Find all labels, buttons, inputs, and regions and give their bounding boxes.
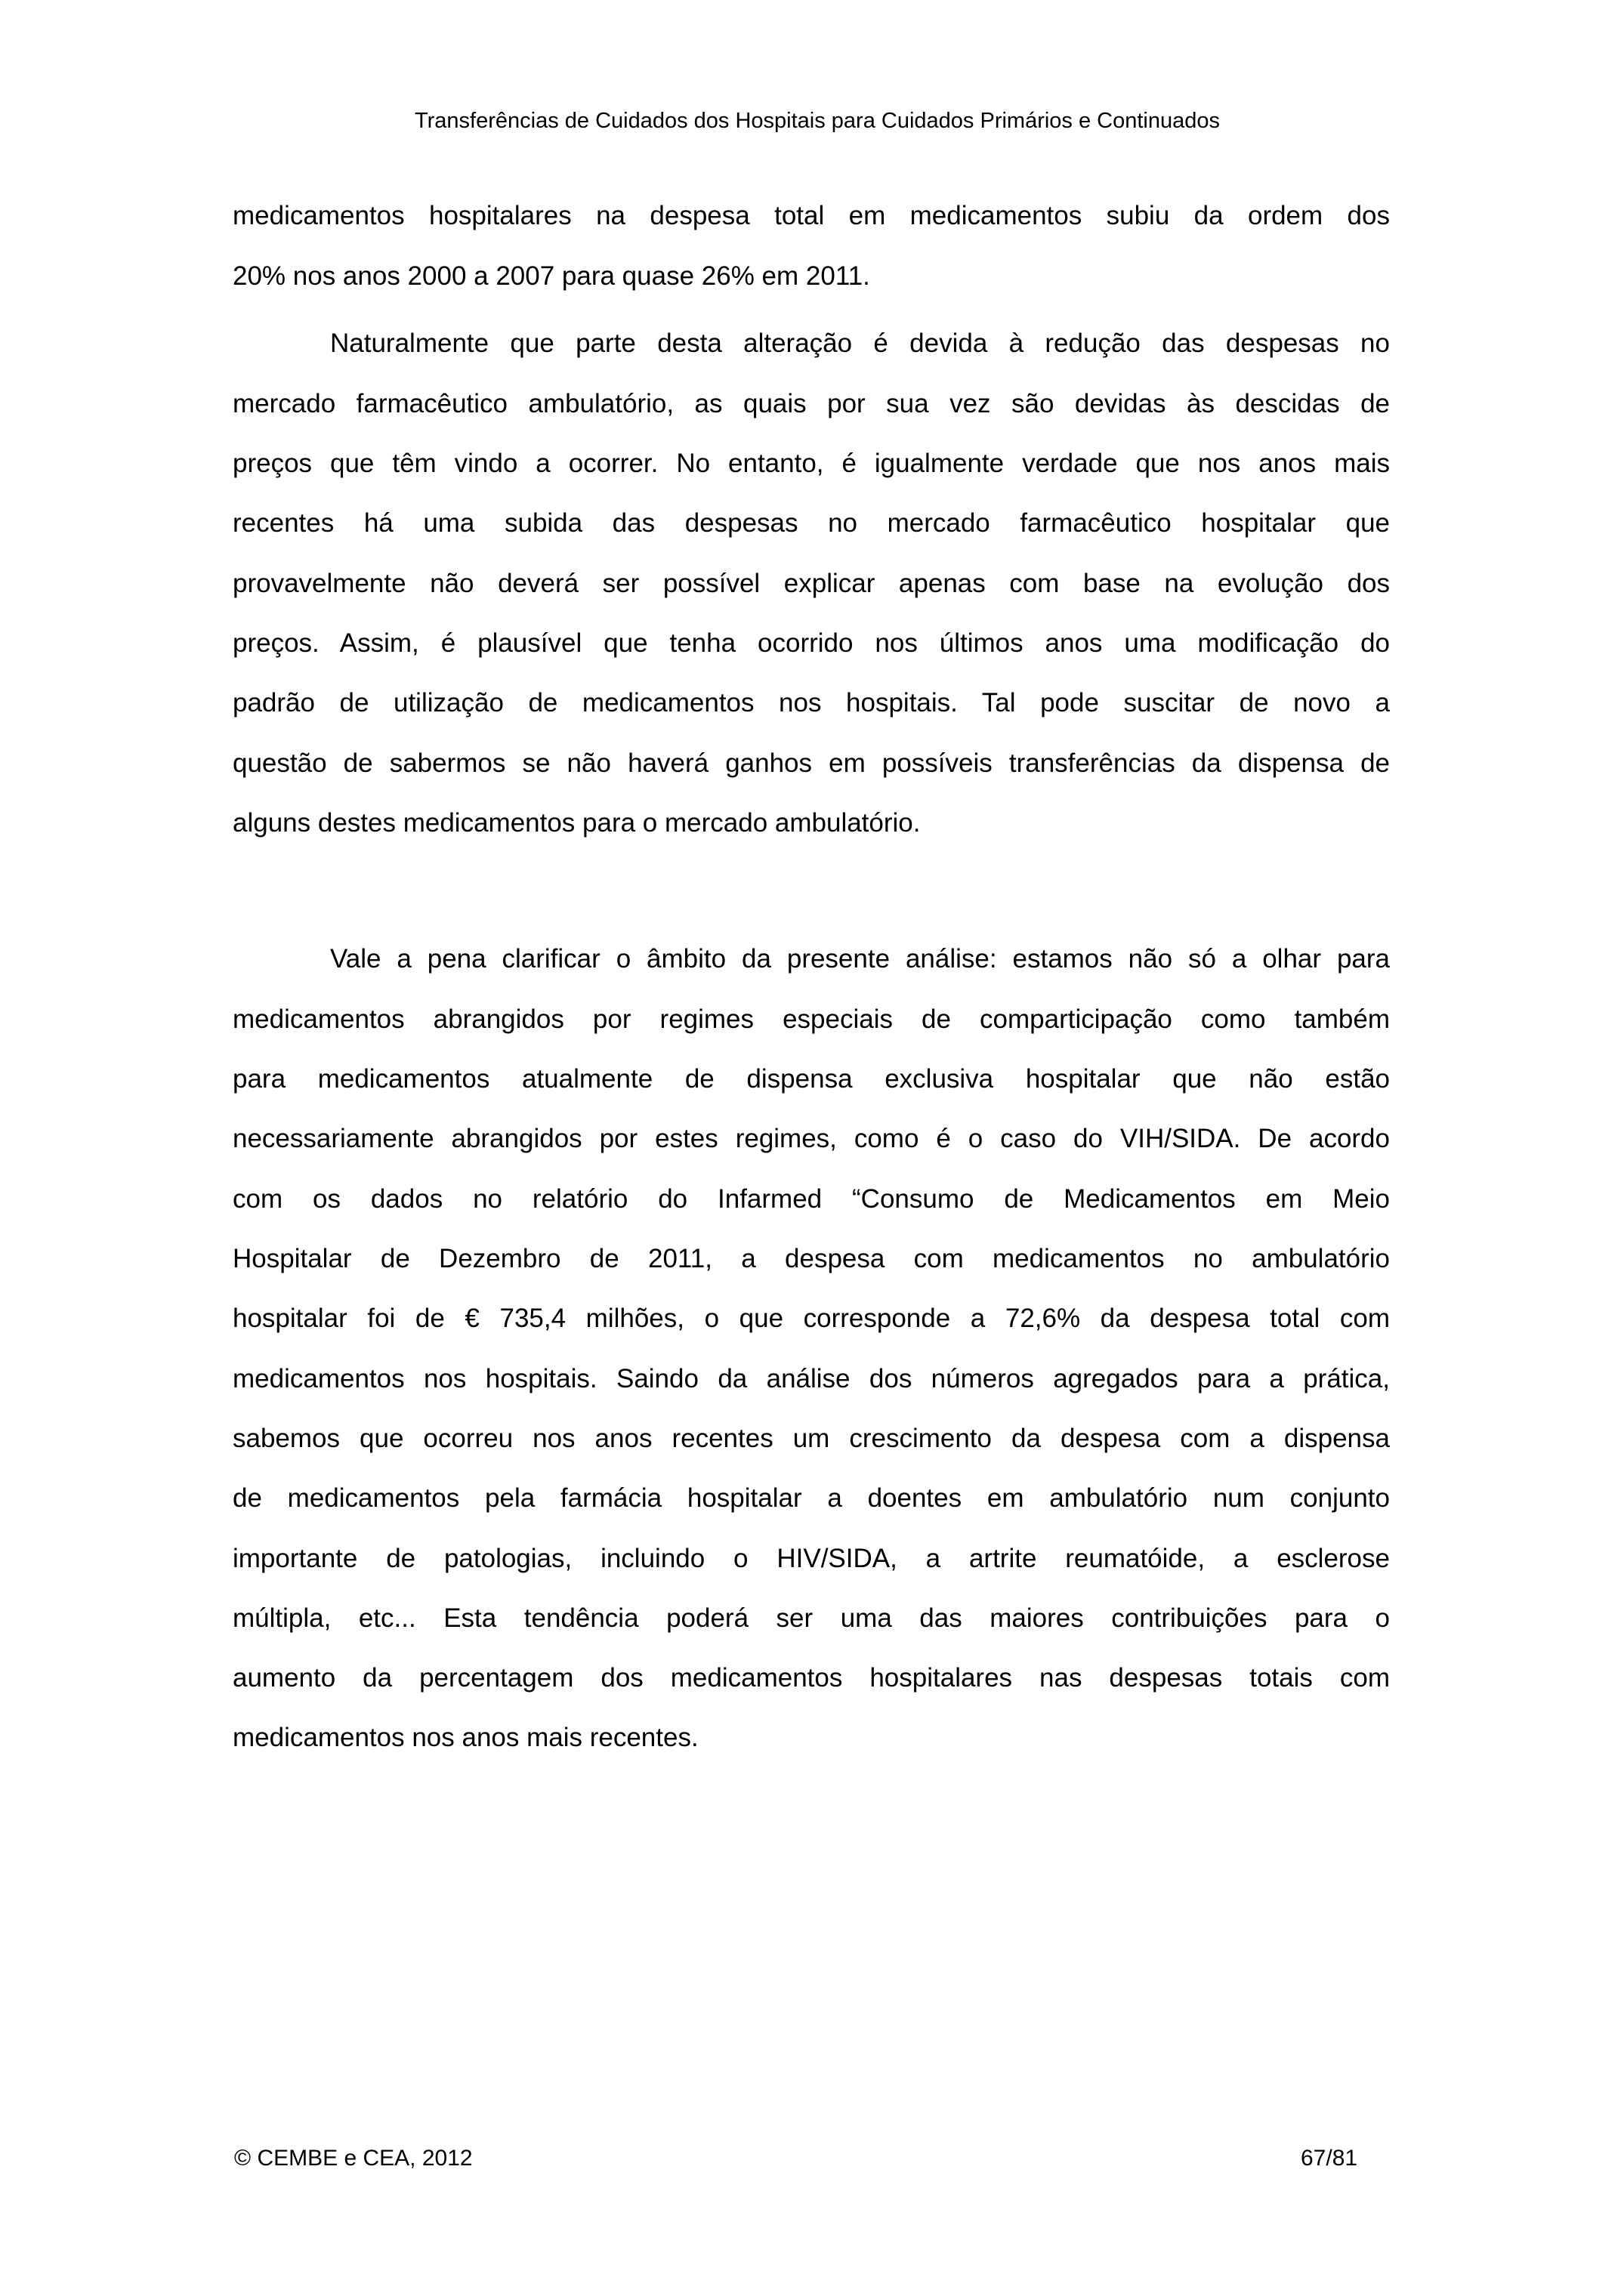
text-line: medicamentos nos hospitais. Saindo da análise dos números agregados para a prática, bbox=[233, 1364, 1390, 1393]
text-line: sabemos que ocorreu nos anos recentes um crescimento da despesa com a dispensa bbox=[233, 1424, 1390, 1453]
text-line: Naturalmente que parte desta alteração é devida à redução das despesas no bbox=[330, 329, 1390, 358]
text-line: preços que têm vindo a ocorrer. No entanto, é igualmente verdade que nos anos mais bbox=[233, 449, 1390, 478]
footer-page-number: 67/81 bbox=[1301, 2146, 1358, 2171]
text-line: questão de sabermos se não haverá ganhos em possíveis transferências da dispensa de bbox=[233, 748, 1390, 778]
text-line: alguns destes medicamentos para o mercado ambulatório. bbox=[233, 808, 921, 838]
text-line: padrão de utilização de medicamentos nos hospitais. Tal pode suscitar de novo a bbox=[233, 688, 1390, 718]
text-line: hospitalar foi de € 735,4 milhões, o que corresponde a 72,6% da despesa total com bbox=[233, 1304, 1390, 1333]
text-line: com os dados no relatório do Infarmed “Consumo de Medicamentos em Meio bbox=[233, 1184, 1390, 1214]
text-line: Hospitalar de Dezembro de 2011, a despesa com medicamentos no ambulatório bbox=[233, 1244, 1390, 1273]
text-line: recentes há uma subida das despesas no mercado farmacêutico hospitalar que bbox=[233, 508, 1390, 538]
text-line: medicamentos hospitalares na despesa total em medicamentos subiu da ordem dos bbox=[233, 201, 1390, 230]
text-line: importante de patologias, incluindo o HIV/SIDA, a artrite reumatóide, a esclerose bbox=[233, 1544, 1390, 1573]
text-line: múltipla, etc... Esta tendência poderá ser uma das maiores contribuições para o bbox=[233, 1603, 1390, 1633]
text-line: Vale a pena clarificar o âmbito da presente análise: estamos não só a olhar para bbox=[330, 944, 1390, 974]
text-line: preços. Assim, é plausível que tenha ocorrido nos últimos anos uma modificação do bbox=[233, 628, 1390, 658]
text-line: necessariamente abrangidos por estes regimes, como é o caso do VIH/SIDA. De acordo bbox=[233, 1124, 1390, 1153]
footer-copyright: © CEMBE e CEA, 2012 bbox=[234, 2146, 473, 2171]
text-line: medicamentos nos anos mais recentes. bbox=[233, 1723, 699, 1752]
running-header bbox=[0, 106, 1624, 136]
text-line: 20% nos anos 2000 a 2007 para quase 26% em 2011. bbox=[233, 261, 870, 291]
text-line: para medicamentos atualmente de dispensa exclusiva hospitalar que não estão bbox=[233, 1064, 1390, 1094]
text-line: medicamentos abrangidos por regimes especiais de comparticipação como também bbox=[233, 1004, 1390, 1034]
text-line: mercado farmacêutico ambulatório, as quais por sua vez são devidas às descidas de bbox=[233, 389, 1390, 418]
text-line: provavelmente não deverá ser possível explicar apenas com base na evolução dos bbox=[233, 569, 1390, 598]
text-line: aumento da percentagem dos medicamentos hospitalares nas despesas totais com bbox=[233, 1663, 1390, 1693]
running-header-title: Transferências de Cuidados dos Hospitais para Cuidados Primários e Continuados bbox=[414, 109, 1221, 133]
text-line: de medicamentos pela farmácia hospitalar a doentes em ambulatório num conjunto bbox=[233, 1483, 1390, 1513]
